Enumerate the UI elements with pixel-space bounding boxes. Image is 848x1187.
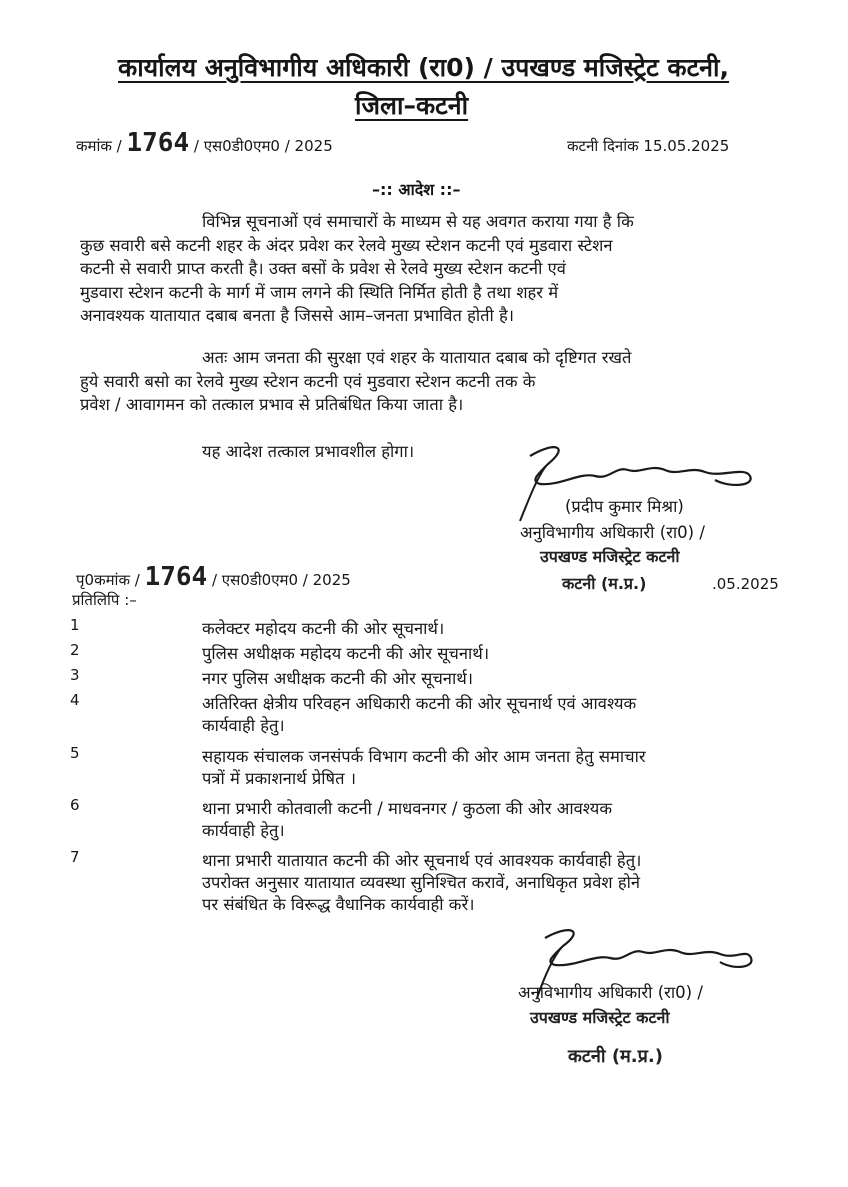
copy-item-text — [202, 850, 641, 916]
copy-item-line: कार्यवाही हेतु। — [202, 821, 285, 840]
copy-reference-suffix: / एस0डी0एम0 / 2025 — [211, 571, 351, 589]
copy-item-text — [202, 798, 612, 842]
paragraph-line: हुये सवारी बसो का रेलवे मुख्य स्टेशन कटनी एवं मुडवारा स्टेशन कटनी तक के — [80, 371, 536, 391]
reference-suffix: / एस0डी0एम0 / 2025 — [193, 137, 333, 155]
office-title-line1: कार्यालय अनुविभागीय अधिकारी (रा0) / उपखण्ड मजिस्ट्रेट कटनी, — [118, 53, 730, 82]
effect-line: यह आदेश तत्काल प्रभावशील होगा। — [202, 442, 415, 461]
signatory-1-date: .05.2025 — [712, 575, 779, 593]
copy-item-number: 3 — [70, 666, 80, 684]
copy-item-text — [202, 693, 636, 737]
paragraph-line: अतः आम जनता की सुरक्षा एवं शहर के यातायात दबाब को दृष्टिगत रखते — [202, 348, 632, 367]
office-title-line2: जिला–कटनी — [355, 91, 469, 120]
signatory-2-stamp-line1: उपखण्ड मजिस्ट्रेट कटनी — [530, 1008, 670, 1027]
copy-item-number: 6 — [70, 796, 80, 814]
order-paragraph-2 — [80, 346, 780, 417]
reference-prefix: कमांक / — [76, 137, 122, 155]
copy-item-line: कार्यवाही हेतु। — [202, 716, 285, 735]
copy-item-line: पत्रों में प्रकाशनार्थ प्रेषित । — [202, 769, 356, 788]
order-reference — [76, 128, 333, 158]
copy-item-line: थाना प्रभारी यातायात कटनी की ओर सूचनार्थ एवं आवश्यक कार्यवाही हेतु। — [202, 851, 642, 870]
copy-reference-number: 1764 — [144, 562, 208, 592]
copy-item-line: पर संबंधित के विरूद्ध वैधानिक कार्यवाही करें। — [202, 895, 475, 914]
signatory-2-designation: अनुविभागीय अधिकारी (रा0) / — [518, 983, 703, 1002]
copy-item-line: पुलिस अधीक्षक महोदय कटनी की ओर सूचनार्थ। — [202, 644, 490, 663]
copy-reference-prefix: पृ0कमांक / — [76, 571, 140, 589]
copy-item-line: थाना प्रभारी कोतवाली कटनी / माधवनगर / कुठला की ओर आवश्यक — [202, 799, 613, 818]
order-date: कटनी दिनांक 15.05.2025 — [567, 137, 730, 155]
copy-item-line: उपरोक्त अनुसार यातायात व्यवस्था सुनिश्चित करावें, अनाधिकृत प्रवेश होने — [202, 873, 641, 892]
paragraph-line: प्रवेश / आवागमन को तत्काल प्रभाव से प्रतिबंधित किया जाता है। — [80, 395, 464, 414]
copy-item-line: कलेक्टर महोदय कटनी की ओर सूचनार्थ। — [202, 619, 445, 638]
copy-item-line: अतिरिक्त क्षेत्रीय परिवहन अधिकारी कटनी की ओर सूचनार्थ एवं आवश्यक — [202, 694, 637, 713]
copy-item-text — [202, 618, 444, 640]
paragraph-line: कुछ सवारी बसे कटनी शहर के अंदर प्रवेश कर रेलवे मुख्य स्टेशन कटनी एवं मुडवारा स्टेशन — [80, 235, 613, 255]
signatory-1-stamp-line1: उपखण्ड मजिस्ट्रेट कटनी — [540, 547, 680, 566]
paragraph-line: विभिन्न सूचनाओं एवं समाचारों के माध्यम से यह अवगत कराया गया है कि — [202, 212, 634, 231]
signatory-1-designation: अनुविभागीय अधिकारी (रा0) / — [520, 523, 705, 542]
signatory-1-name: (प्रदीप कुमार मिश्रा) — [565, 497, 684, 516]
order-heading: –:: आदेश ::– — [372, 180, 461, 199]
paragraph-line: कटनी से सवारी प्राप्त करती है। उक्त बसों के प्रवेश से रेलवे मुख्य स्टेशन कटनी एवं — [80, 259, 566, 278]
paragraph-line: मुडवारा स्टेशन कटनी के मार्ग में जाम लगने की स्थिति निर्मित होती है तथा शहर में — [80, 282, 559, 302]
copy-item-number: 4 — [70, 691, 80, 709]
copy-reference — [76, 562, 351, 592]
copy-item-text — [202, 668, 473, 690]
copy-item-number: 2 — [70, 641, 80, 659]
signatory-2-stamp-line2: कटनी (म.प्र.) — [568, 1046, 663, 1067]
copy-label: प्रतिलिपि :– — [72, 591, 137, 609]
copy-item-text — [202, 643, 489, 665]
copy-item-number: 1 — [70, 616, 80, 634]
paragraph-line: अनावश्यक यातायात दबाब बनता है जिससे आम–जनता प्रभावित होती है। — [80, 306, 515, 325]
signatory-1-stamp-line2: कटनी (म.प्र.) — [562, 574, 647, 593]
order-paragraph-1 — [80, 210, 780, 328]
copy-item-number: 5 — [70, 744, 80, 762]
copy-item-line: सहायक संचालक जनसंपर्क विभाग कटनी की ओर आम जनता हेतु समाचार — [202, 747, 646, 766]
copy-item-text — [202, 746, 646, 790]
reference-number: 1764 — [126, 128, 190, 158]
copy-item-number: 7 — [70, 848, 80, 866]
copy-item-line: नगर पुलिस अधीक्षक कटनी की ओर सूचनार्थ। — [202, 669, 474, 688]
